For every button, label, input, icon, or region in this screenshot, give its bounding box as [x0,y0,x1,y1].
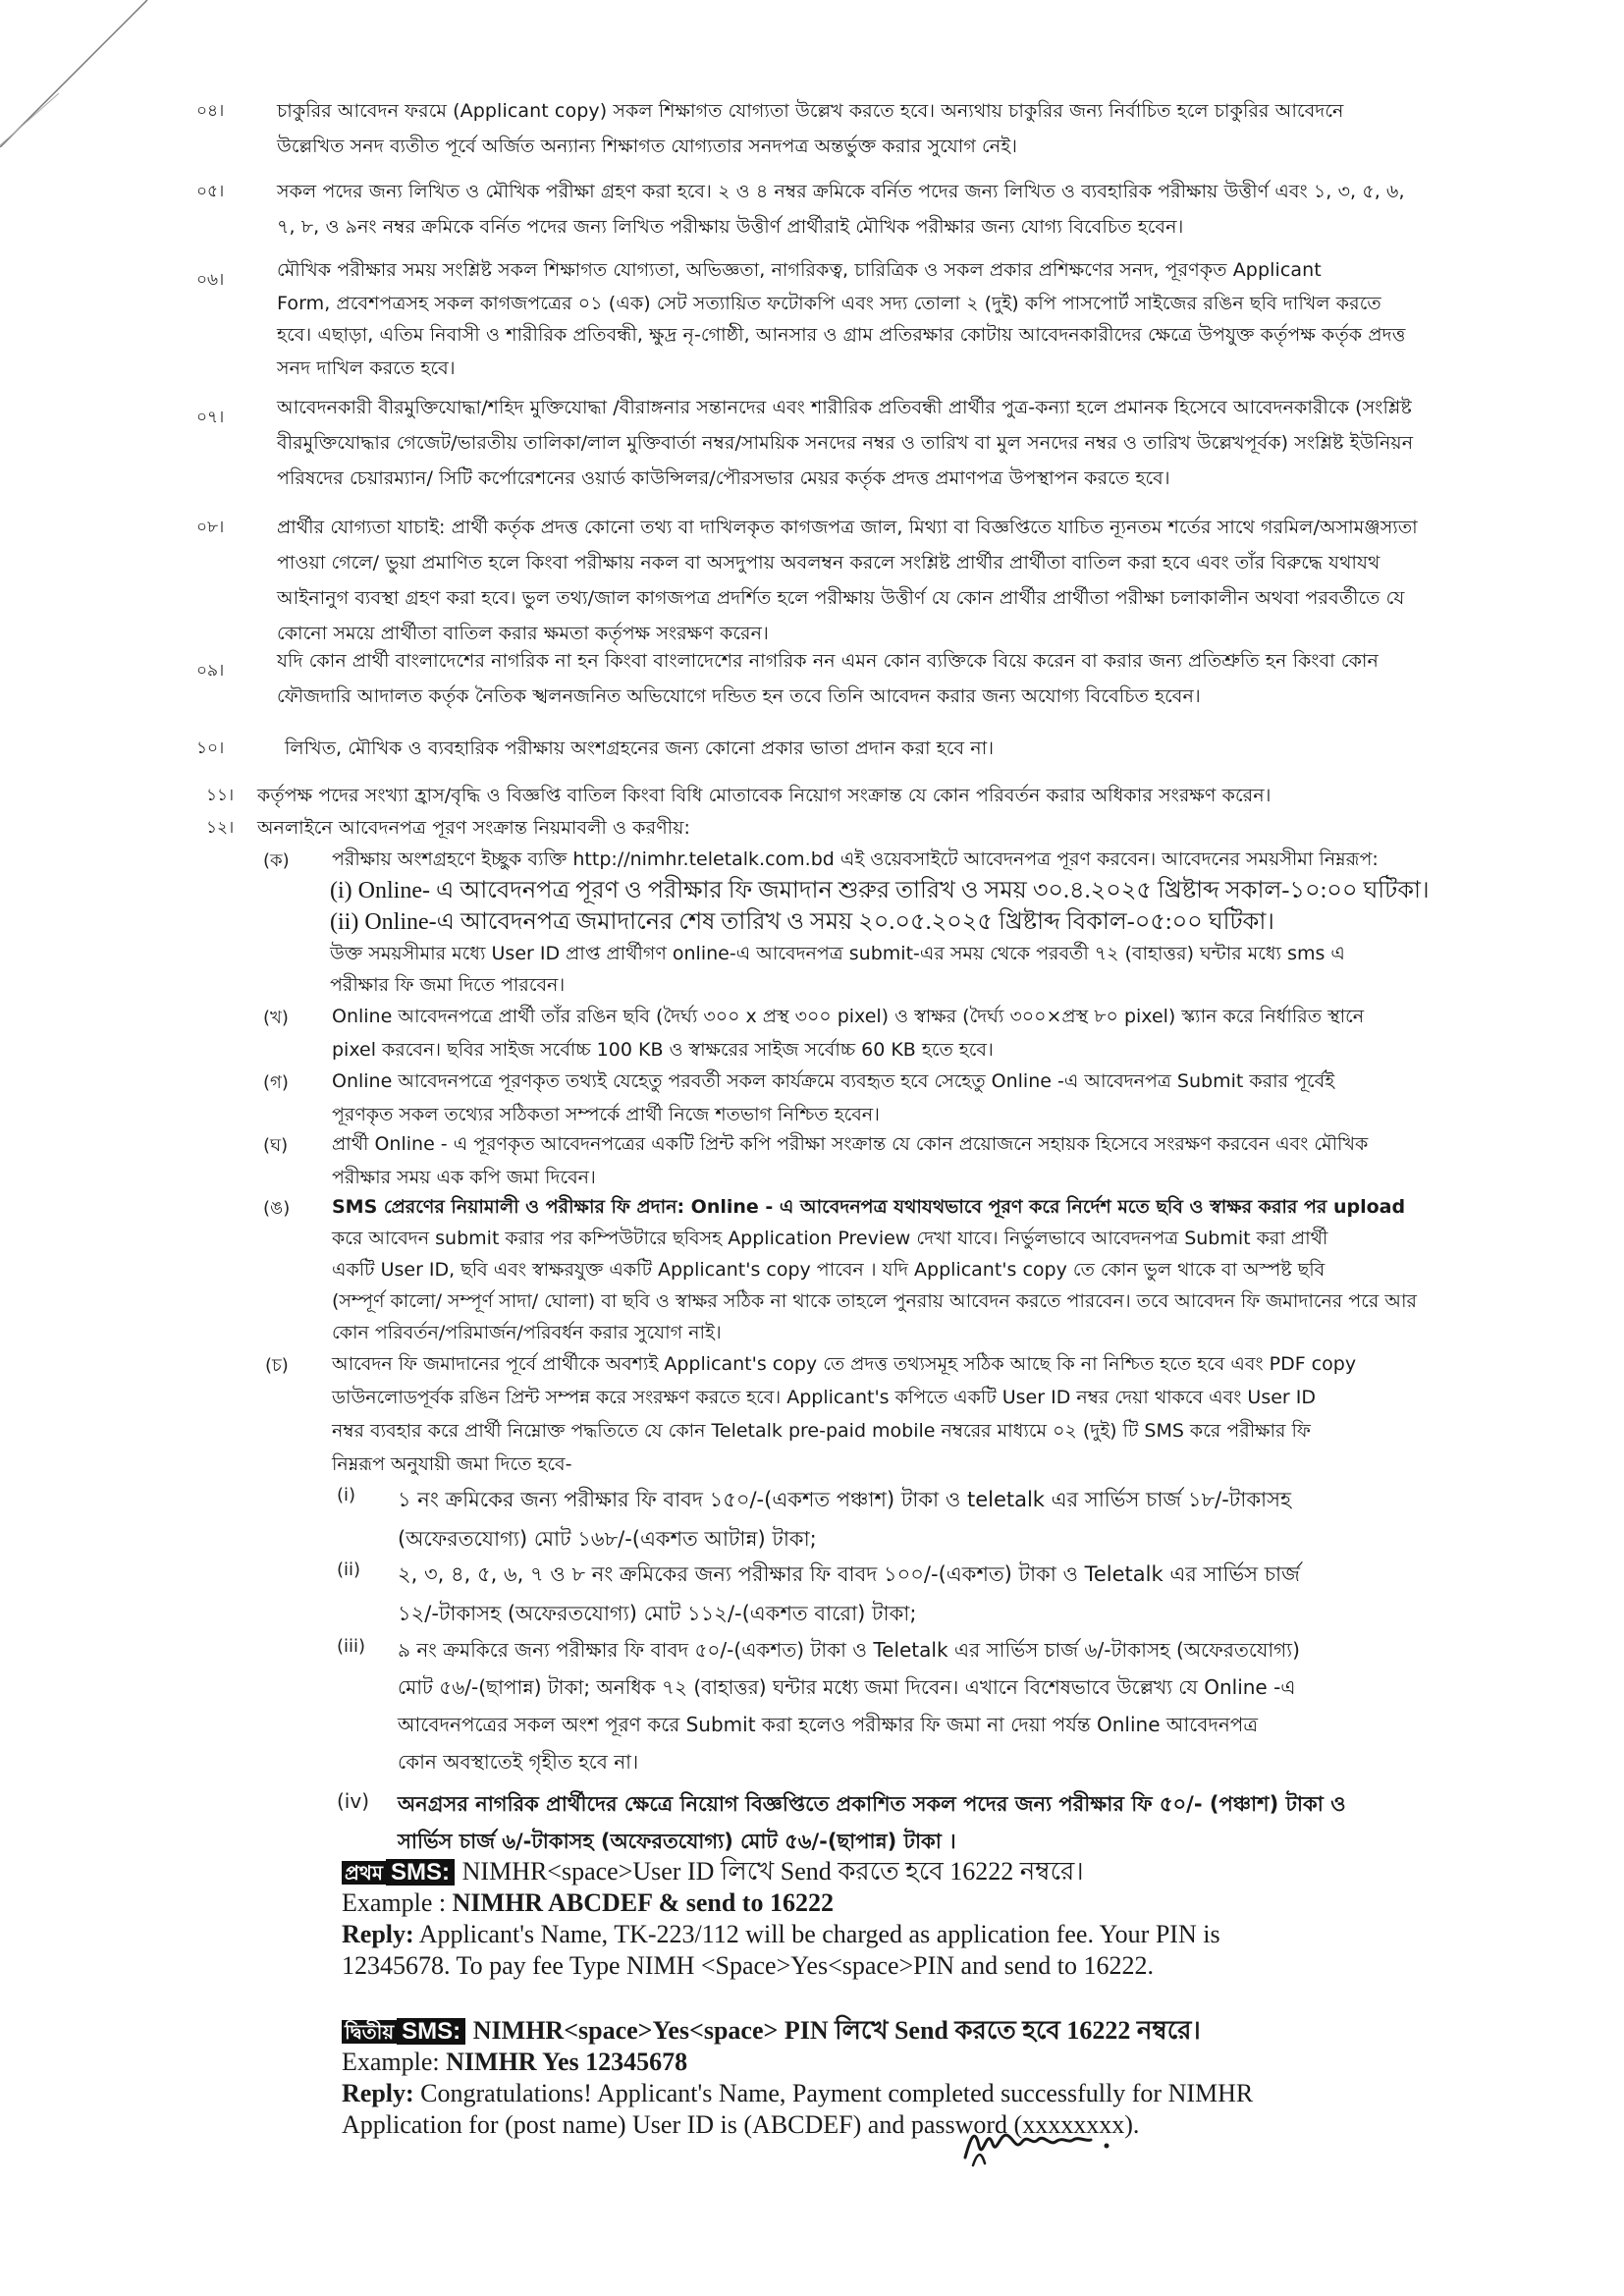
example-label: Example: [342,2048,440,2076]
clause-line: পরিষদের চেয়ারম্যান/ সিটি কর্পোরেশনের ওয়ার্ড কাউন্সিলর/পৌরসভার মেয়র কর্তৃক প্রদত্ত প্রমাণপত্র উপস্থাপন করতে হবে। [277,467,1170,489]
signature [957,2106,1173,2175]
clause-line: আইনানুগ ব্যবস্থা গ্রহণ করা হবে। ভুল তথ্য/জাল কাগজপত্র প্রদর্শিত হলে পরীক্ষায় উত্তীর্ণ যে কোন প্রার্থীর প্রার্থীতা পরীক্ষা চলাকালীন অথবা পরবর্তীতে যে [277,587,1405,609]
clause-line: ৭, ৮, ও ৯নং নম্বর ক্রমিকে বর্নিত পদের জন্য লিখিত পরীক্ষায় উত্তীর্ণ প্রার্থীরাই মৌখিক পরীক্ষার জন্য যোগ্য বিবেচিত হবেন। [277,216,1184,238]
clause-line: চাকুরির আবেদন ফরমে (Applicant copy) সকল শিক্ষাগত যোগ্যতা উল্লেখ করতে হবে। অন্যথায় চাকুরির জন্য নির্বাচিত হলে চাকুরির আবেদনে [277,100,1344,122]
reply-text: 12345678. To pay fee Type NIMH <Space>Yes<space>PIN and send to 16222. [342,1951,1154,1980]
fee-line: ১২/-টাকাসহ (অফেরতযোগ্য) মোট ১১২/-(একশত বারো) টাকা; [398,1602,917,1625]
subclause-line: পরীক্ষার ফি জমা দিতে পারবেন। [330,974,566,996]
fee-line: মোট ৫৬/-(ছাপান্ন) টাকা; অনধিক ৭২ (বাহাত্তর) ঘন্টার মধ্যে জমা দিবেন। এখানে বিশেষভাবে উল্লেখ্য যে Online -এ [398,1675,1296,1699]
subclause-label: (ঘ) [263,1135,289,1156]
fee-line: ২, ৩, ৪, ৫, ৬, ৭ ও ৮ নং ক্রমিকের জন্য পরীক্ষার ফি বাবদ ১০০/-(একশত) টাকা ও Teletalk এর সার্ভিস চার্জ [398,1562,1300,1586]
second-sms-reply [342,2078,1253,2109]
clause-line: সকল পদের জন্য লিখিত ও মৌখিক পরীক্ষা গ্রহণ করা হবে। ২ ও ৪ নম্বর ক্রমিকে বর্নিত পদের জন্য লিখিত ও ব্যবহারিক পরীক্ষায় উত্তীর্ণ এবং ১, ৩, ৫, ৬, [277,181,1405,202]
subclause-line: (i) Online- এ আবেদনপত্র পূরণ ও পরীক্ষার ফি জমাদান শুরুর তারিখ ও সময় ৩০.৪.২০২৫ খ্রিষ্টাব্দ সকাল-১০:০০ ঘটিকা। [330,878,1430,903]
sms-prefix: প্রথম [342,1861,386,1885]
second-sms-command [342,2015,1201,2047]
clause-10 [196,732,1551,771]
clause-line: হবে। এছাড়া, এতিম নিবাসী ও শারীরিক প্রতিবন্ধী, ক্ষুদ্র নৃ-গোষ্ঠী, আনসার ও গ্রাম প্রতিরক্ষার কোটায় আবেদনকারীদের ক্ষেত্রে উপযুক্ত কর্তৃপক্ষ কর্তৃক প্রদত্ত [277,324,1406,346]
subclause-line: একটি User ID, ছবি এবং স্বাক্ষরযুক্ত একটি Applicant's copy পাবেন । যদি Applicant's copy তে কোন ভুল থাকে বা অস্পষ্ট ছবি [332,1259,1326,1281]
subclause-line: নম্বর ব্যবহার করে প্রার্থী নিম্নোক্ত পদ্ধতিতে যে কোন Teletalk pre-paid mobile নম্বরের মাধ্যমে ০২ (দুই) টি SMS করে পরীক্ষার ফি [332,1420,1311,1442]
subclause-line: পরীক্ষার সময় এক কপি জমা দিবেন। [332,1167,596,1188]
fee-label: (iii) [337,1636,366,1657]
clause-line: যদি কোন প্রার্থী বাংলাদেশের নাগরিক না হন কিংবা বাংলাদেশের নাগরিক নন এমন কোন ব্যক্তিকে বিয়ে করেন বা করার জন্য প্রতিশ্রুতি হন কিংবা কোন [277,650,1379,672]
first-sms-reply [342,1919,1220,1950]
clause-line: অনলাইনে আবেদনপত্র পূরণ সংক্রান্ত নিয়মাবলী ও করণীয়: [257,817,691,839]
subclause-line: Online আবেদনপত্রে প্রার্থী তাঁর রঙিন ছবি (দৈর্ঘ্য ৩০০ x প্রস্থ ৩০০ pixel) ও স্বাক্ষর (দৈর্ঘ্য ৩০০×প্রস্থ ৮০ pixel) স্ক্যান করে নির্ধারিত স্থানে [332,1006,1365,1027]
clause-line: কোনো সময়ে প্রার্থীতা বাতিল করার ক্ষমতা কর্তৃপক্ষ সংরক্ষণ করেন। [277,623,769,644]
clause-04 [196,94,1551,165]
page-fold-mark [0,0,167,147]
subclause-line: উক্ত সময়সীমার মধ্যে User ID প্রাপ্ত প্রার্থীগণ online-এ আবেদনপত্র submit-এর সময় থেকে পরবর্তী ৭২ (বাহাত্তর) ঘন্টার মধ্যে sms এ [330,943,1345,964]
reply-text: Application for (post name) User ID is (ABCDEF) and password (xxxxxxxx). [342,2110,1140,2139]
subclause-line: পরীক্ষায় অংশগ্রহণে ইচ্ছুক ব্যক্তি http://nimhr.teletalk.com.bd এই ওয়েবসাইটে আবেদনপত্র পূরণ করবেন। আবেদনের সময়সীমা নিম্নরূপ: [332,848,1379,870]
fee-item-iv [337,1785,1624,1864]
subclause-line: নিম্নরূপ অনুযায়ী জমা দিতে হবে- [332,1453,572,1475]
clause-number: ০৭। [196,408,225,427]
clause-number: ০৪। [196,101,225,121]
clause-line: মৌখিক পরীক্ষার সময় সংশ্লিষ্ট সকল শিক্ষাগত যোগ্যতা, অভিজ্ঞতা, নাগরিকত্ব, চারিত্রিক ও সকল প্রকার প্রশিক্ষণের সনদ, পূরণকৃত Applicant [277,259,1322,281]
subclause-label: (চ) [265,1355,289,1376]
subclause-line: পূরণকৃত সকল তথ্যের সঠিকতা সম্পর্কে প্রার্থী নিজে শতভাগ নিশ্চিত হবেন। [332,1104,880,1125]
subclause-line: SMS প্রেরণের নিয়ামালী ও পরীক্ষার ফি প্রদান: Online - এ আবেদনপত্র যথাযথভাবে পূরণ করে নির্দেশ মতে ছবি ও স্বাক্ষর করার পর upload [332,1196,1406,1218]
clause-line: আবেদনকারী বীরমুক্তিযোদ্ধা/শহিদ মুক্তিযোদ্ধা /বীরাঙ্গনার সন্তানদের এবং শারীরিক প্রতিবন্ধী প্রার্থীর পুত্র-কন্যা হলে প্রমানক হিসেবে আবেদনকারীকে (সংশ্লিষ্ট [277,397,1412,418]
clause-12 [206,811,1561,847]
clause-line: ফৌজদারি আদালত কর্তৃক নৈতিক স্খলনজনিত অভিযোগে দন্ডিত হন তবে তিনি আবেদন করার জন্য অযোগ্য বিবেচিত হবেন। [277,685,1201,707]
fee-line: কোন অবস্থাতেই গৃহীত হবে না। [398,1750,639,1774]
fee-item-ii [337,1556,1624,1634]
clause-number: ০৬। [196,270,225,290]
subclause-gha [245,1127,1551,1196]
subclause-label: (ঙ) [263,1198,291,1219]
example-label: Example : [342,1888,447,1917]
example-text: NIMHR Yes 12345678 [446,2048,688,2076]
clause-number: ১০। [196,738,225,758]
sms-tag: SMS: [397,2018,465,2045]
clause-08 [196,511,1551,653]
clause-07 [196,391,1551,499]
clause-09 [196,644,1551,715]
first-sms-example [342,1887,834,1919]
sms-command-text: NIMHR<space>User ID লিখে Send করতে হবে 16222 নম্বরে। [461,1857,1084,1886]
clause-number: ০৮। [196,518,225,537]
first-sms-command [342,1856,1084,1887]
reply-label: Reply: [342,2079,414,2107]
subclause-line: (সম্পূর্ণ কালো/ সম্পূর্ণ সাদা/ ঘোলা) বা ছবি ও স্বাক্ষর সঠিক না থাকে তাহলে পুনরায় আবেদন করতে পারবেন। তবে আবেদন ফি জমাদানের পরে আর [332,1290,1417,1312]
clause-11 [206,779,1561,814]
subclause-label: (খ) [263,1008,289,1028]
subclause-line: Online আবেদনপত্রে পূরণকৃত তথ্যই যেহেতু পরবর্তী সকল কার্যক্রমে ব্যবহৃত হবে সেহেতু Online -এ আবেদনপত্র Submit করার পূর্বেই [332,1070,1335,1092]
clause-number: ০৯। [196,661,225,681]
reply-text: Congratulations! Applicant's Name, Payment completed successfully for NIMHR [420,2079,1254,2107]
subclause-cha [265,1347,1571,1485]
clause-line: উল্লেখিত সনদ ব্যতীত পূর্বে অর্জিত অন্যান্য শিক্ষাগত যোগ্যতার সনদপত্র অন্তর্ভুক্ত করার সুযোগ নেই। [277,136,1018,157]
fee-line: সার্ভিস চার্জ ৬/-টাকাসহ (অফেরতযোগ্য) মোট ৫৬/-(ছাপান্ন) টাকা । [398,1830,956,1853]
subclause-line: ডাউনলোডপূর্বক রঙিন প্রিন্ট সম্পন্ন করে সংরক্ষণ করতে হবে। Applicant's কপিতে একটি User ID নম্বর দেয়া থাকবে এবং User ID [332,1387,1317,1408]
fee-line: ১ নং ক্রমিকের জন্য পরীক্ষার ফি বাবদ ১৫০/-(একশত পঞ্চাশ) টাকা ও teletalk এর সার্ভিস চার্জ ১৮/-টাকাসহ [398,1488,1292,1511]
subclause-line: প্রার্থী Online - এ পূরণকৃত আবেদনপত্রের একটি প্রিন্ট কপি পরীক্ষা সংক্রান্ত যে কোন প্রয়োজনে সহায়ক হিসেবে সংরক্ষণ করবেন এবং মৌখিক [332,1133,1369,1155]
sms-tag: SMS: [386,1859,455,1886]
sms-prefix: দ্বিতীয় [342,2020,397,2044]
first-sms-block [342,1856,1559,1994]
fee-label: (iv) [337,1789,369,1813]
sms-command-text: NIMHR<space>Yes<space> PIN লিখে Send করতে হবে 16222 নম্বরে। [472,2016,1201,2045]
clause-line: Form, প্রবেশপত্রসহ সকল কাগজপত্রের ০১ (এক) সেট সত্যায়িত ফটোকপি এবং সদ্য তোলা ২ (দুই) কপি পাসপোর্ট সাইজের রঙিন ছবি দাখিল করতে [277,293,1381,314]
fee-line: ৯ নং ক্রমকিরে জন্য পরীক্ষার ফি বাবদ ৫০/-(একশত) টাকা ও Teletalk এর সার্ভিস চার্জ ৬/-টাকাসহ (অফেরতযোগ্য) [398,1638,1300,1662]
subclause-line: pixel করবেন। ছবির সাইজ সর্বোচ্চ 100 KB ও স্বাক্ষরের সাইজ সর্বোচ্চ 60 KB হতে হবে। [332,1039,994,1061]
subclause-line: (ii) Online-এ আবেদনপত্র জমাদানের শেষ তারিখ ও সময় ২০.০৫.২০২৫ খ্রিষ্টাব্দ বিকাল-০৫:০০ ঘটিকা। [330,909,1274,935]
fee-item-iii [337,1632,1624,1789]
fee-line: অনগ্রসর নাগরিক প্রার্থীদের ক্ষেত্রে নিয়োগ বিজ্ঞপ্তিতে প্রকাশিত সকল পদের জন্য পরীক্ষার ফি ৫০/- (পঞ্চাশ) টাকা ও [398,1792,1346,1816]
clause-line: বীরমুক্তিযোদ্ধার গেজেট/ভারতীয় তালিকা/লাল মুক্তিবার্তা নম্বর/সাময়িক সনদের নম্বর ও তারিখ বা মুল সনদের নম্বর ও তারিখ উল্লেখপূর্বক) সংশ্লিষ্ট ইউনিয়ন [277,432,1414,454]
subclause-line: কোন পরিবর্তন/পরিমার্জন/পরিবর্ধন করার সুযোগ নাই। [332,1322,722,1343]
fee-line: (অফেরতযোগ্য) মোট ১৬৮/-(একশত আটান্ন) টাকা; [398,1527,817,1551]
subclause-nga [245,1190,1551,1357]
clause-line: পাওয়া গেলে/ ভুয়া প্রমাণিত হলে কিংবা পরীক্ষায় নকল বা অসদুপায় অবলম্বন করলে সংশ্লিষ্ট প্রার্থীর প্রার্থীতা বাতিল করা হবে এবং তাঁর বিরুদ্ধে যথাযথ [277,552,1380,574]
subclause-ga [245,1065,1551,1133]
subclause-line: করে আবেদন submit করার পর কম্পিউটারে ছবিসহ Application Preview দেখা যাবে। নির্ভুলভাবে আবেদনপত্র Submit করা প্রার্থী [332,1228,1328,1249]
subclause-ka [245,843,1551,1019]
clause-line: লিখিত, মৌখিক ও ব্যবহারিক পরীক্ষায় অংশগ্রহনের জন্য কোনো প্রকার ভাতা প্রদান করা হবে না। [285,738,995,759]
clause-06 [196,253,1551,391]
fee-label: (i) [337,1485,356,1505]
second-sms-block [342,2015,1559,2153]
second-sms-example [342,2047,687,2078]
clause-05 [196,175,1551,246]
clause-number: ১১। [206,786,235,805]
subclause-line: আবেদন ফি জমাদানের পূর্বে প্রার্থীকে অবশ্যই Applicant's copy তে প্রদত্ত তথ্যসমূহ সঠিক আছে কি না নিশ্চিত হতে হবে এবং PDF copy [332,1353,1357,1375]
fee-item-i [337,1481,1624,1559]
reply-text: Applicant's Name, TK-223/112 will be charged as application fee. Your PIN is [418,1920,1220,1948]
subclause-kha [245,1000,1551,1068]
clause-number: ০৫। [196,182,225,201]
fee-line: আবেদনপত্রের সকল অংশ পূরণ করে Submit করা হলেও পরীক্ষার ফি জমা না দেয়া পর্যন্ত Online আবেদনপত্র [398,1713,1259,1736]
fee-label: (ii) [337,1559,361,1580]
reply-label: Reply: [342,1920,414,1948]
subclause-label: (গ) [263,1072,289,1093]
clause-line: প্রার্থীর যোগ্যতা যাচাই: প্রার্থী কর্তৃক প্রদত্ত কোনো তথ্য বা দাখিলকৃত কাগজপত্র জাল, মিথ্যা বা বিজ্ঞপ্তিতে যাচিত ন্যূনতম শর্তের সাথে গরমিল/অসামঞ্জস্যতা [277,517,1418,538]
clause-line: কর্তৃপক্ষ পদের সংখ্যা হ্রাস/বৃদ্ধি ও বিজ্ঞপ্তি বাতিল কিংবা বিধি মোতাবেক নিয়োগ সংক্রান্ত যে কোন পরিবর্তন করার অধিকার সংরক্ষণ করেন। [257,785,1272,806]
clause-number: ১২। [206,818,235,838]
example-text: NIMHR ABCDEF & send to 16222 [452,1888,834,1917]
clause-line: সনদ দাখিল করতে হবে। [277,357,456,379]
subclause-label: (ক) [263,850,290,871]
